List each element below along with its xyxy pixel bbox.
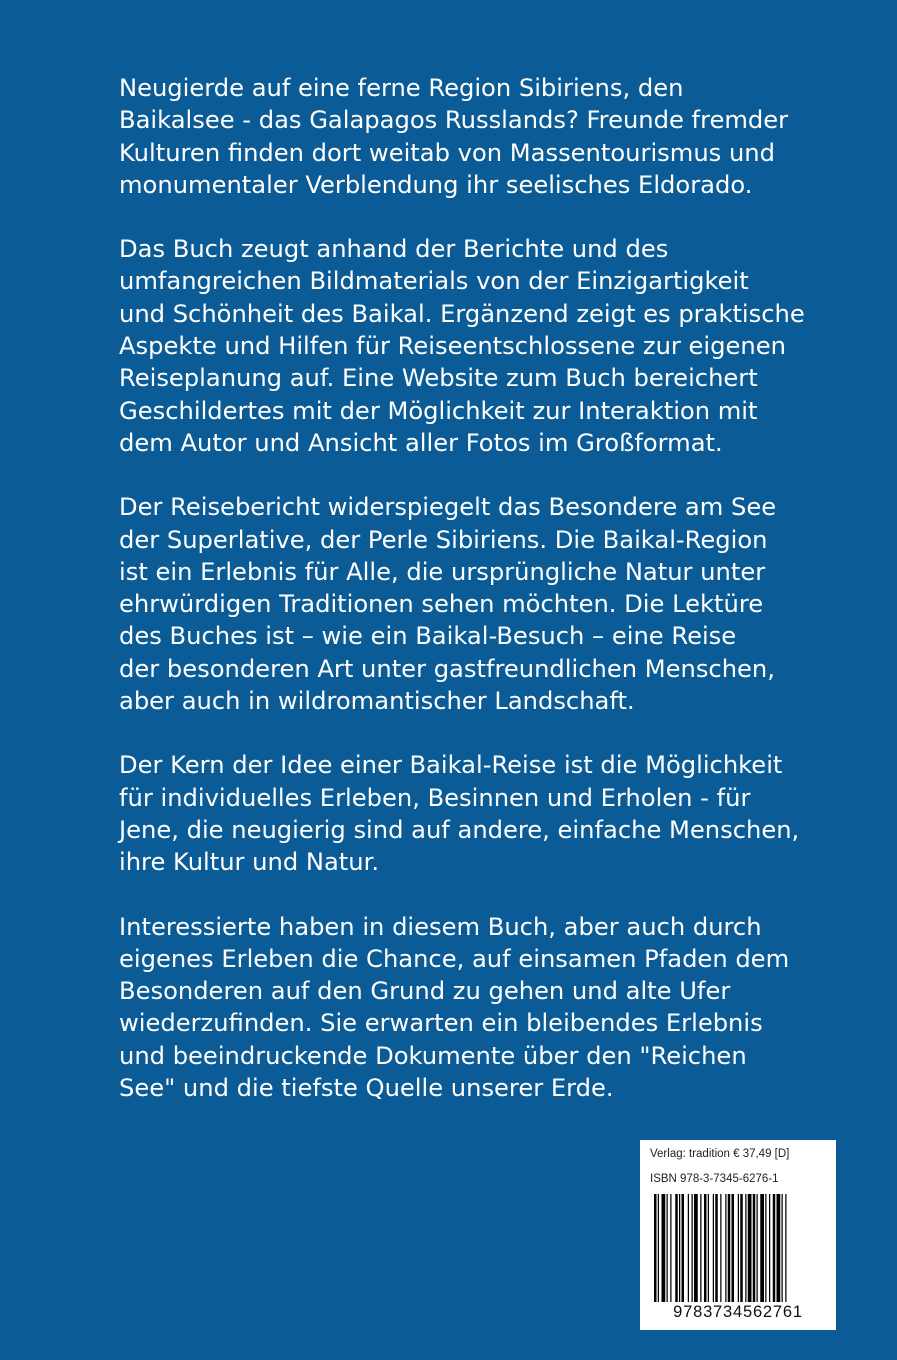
paragraph-intro [119,72,819,201]
text-line: See" und die tiefste Quelle unserer Erde. [119,1074,614,1103]
barcode-bar [720,1194,721,1302]
barcode-bar [654,1194,657,1302]
barcode-bar [715,1194,718,1302]
text-line: der besonderen Art unter gastfreundlichen Menschen, [119,654,775,683]
barcode-bar [728,1194,731,1302]
paragraph-book [119,233,819,459]
text-line: des Buches ist – wie ein Baikal-Besuch – eine Reise [119,622,737,651]
barcode-bar [658,1194,659,1302]
text-line: umfangreichen Bildmaterials von der Einzigartigkeit [119,267,749,296]
barcode-bar [704,1194,707,1302]
barcode-graphic [652,1194,824,1302]
text-line: für individuelles Erleben, Besinnen und Erholen - für [119,783,751,812]
barcode-bar [740,1194,743,1302]
text-line: und Schönheit des Baikal. Ergänzend zeigt es praktische [119,299,805,328]
text-line: und beeindruckende Dokumente über den "Reichen [119,1041,747,1070]
barcode-bar [753,1194,756,1302]
barcode-box [640,1140,836,1330]
barcode-bar [769,1194,770,1302]
barcode-bar [760,1194,764,1302]
text-line: Das Buch zeugt anhand der Berichte und des [119,235,669,264]
text-line: Kulturen finden dort weitab von Massentourismus und [119,138,775,167]
text-line: eigenes Erleben die Chance, auf einsamen Pfaden dem [119,944,790,973]
barcode-digits: 9783734562761 [673,1303,803,1321]
barcode-bar [700,1194,701,1302]
barcode-bar [667,1194,668,1302]
text-line: dem Autor und Ansicht aller Fotos im Großformat. [119,428,723,457]
barcode-bar [662,1194,666,1302]
text-line: Neugierde auf eine ferne Region Sibiriens, den [119,74,684,102]
text-line: ihre Kultur und Natur. [119,848,380,877]
text-line: Reiseplanung auf. Eine Website zum Buch bereichert [119,364,758,393]
barcode-bar [777,1194,781,1302]
barcode-bar [679,1194,680,1302]
text-line: Der Reisebericht widerspiegelt das Besondere am See [119,493,777,522]
text-line: Jene, die neugierig sind auf andere, einfache Menschen, [119,815,800,844]
barcode-bar [670,1194,671,1302]
paragraph-travelogue [119,491,819,717]
barcode-bar [694,1194,698,1302]
barcode-bar [725,1194,726,1302]
barcode-bar [675,1194,678,1302]
text-line: Der Kern der Idee einer Baikal-Reise ist die Möglichkeit [119,751,783,780]
text-line: der Superlative, der Perle Sibiriens. Die Baikal-Region [119,525,768,554]
barcode-bar [692,1194,693,1302]
text-line: ehrwürdigen Traditionen sehen möchten. Die Lektüre [119,590,764,619]
text-line: aber auch in wildromantischer Landschaft. [119,687,635,716]
barcode-bar [732,1194,735,1302]
barcode-bar [785,1194,786,1302]
barcode-bar [782,1194,783,1302]
barcode-bar [773,1194,776,1302]
text-line: Aspekte und Hilfen für Reiseentschlossene zur eigenen [119,332,786,361]
paragraph-idea [119,749,819,878]
barcode-bar [765,1194,766,1302]
barcode-bar [713,1194,714,1302]
text-line: Besonderen auf den Grund zu gehen und alte Ufer [119,977,731,1006]
text-line: wiederzufinden. Sie erwarten ein bleibendes Erlebnis [119,1009,763,1038]
barcode-bar [688,1194,689,1302]
publisher-price: Verlag: tradition € 37,49 [D] [650,1148,790,1160]
text-line: Baikalsee - das Galapagos Russlands? Freunde fremder [119,106,789,135]
barcode-bar [757,1194,758,1302]
barcode-bar [682,1194,685,1302]
barcode-bar [708,1194,709,1302]
barcode-bar [745,1194,746,1302]
text-line: Geschildertes mit der Möglichkeit zur Interaktion mit [119,396,758,425]
barcode-bar [748,1194,752,1302]
paragraph-closing [119,911,819,1105]
text-line: monumentaler Verblendung ihr seelisches Eldorado. [119,170,753,199]
text-line: Interessierte haben in diesem Buch, aber auch durch [119,912,762,941]
back-cover-text [119,72,819,1136]
text-line: ist ein Erlebnis für Alle, die ursprüngliche Natur unter [119,557,766,586]
isbn-text: ISBN 978-3-7345-6276-1 [650,1173,779,1185]
barcode-bar [738,1194,739,1302]
